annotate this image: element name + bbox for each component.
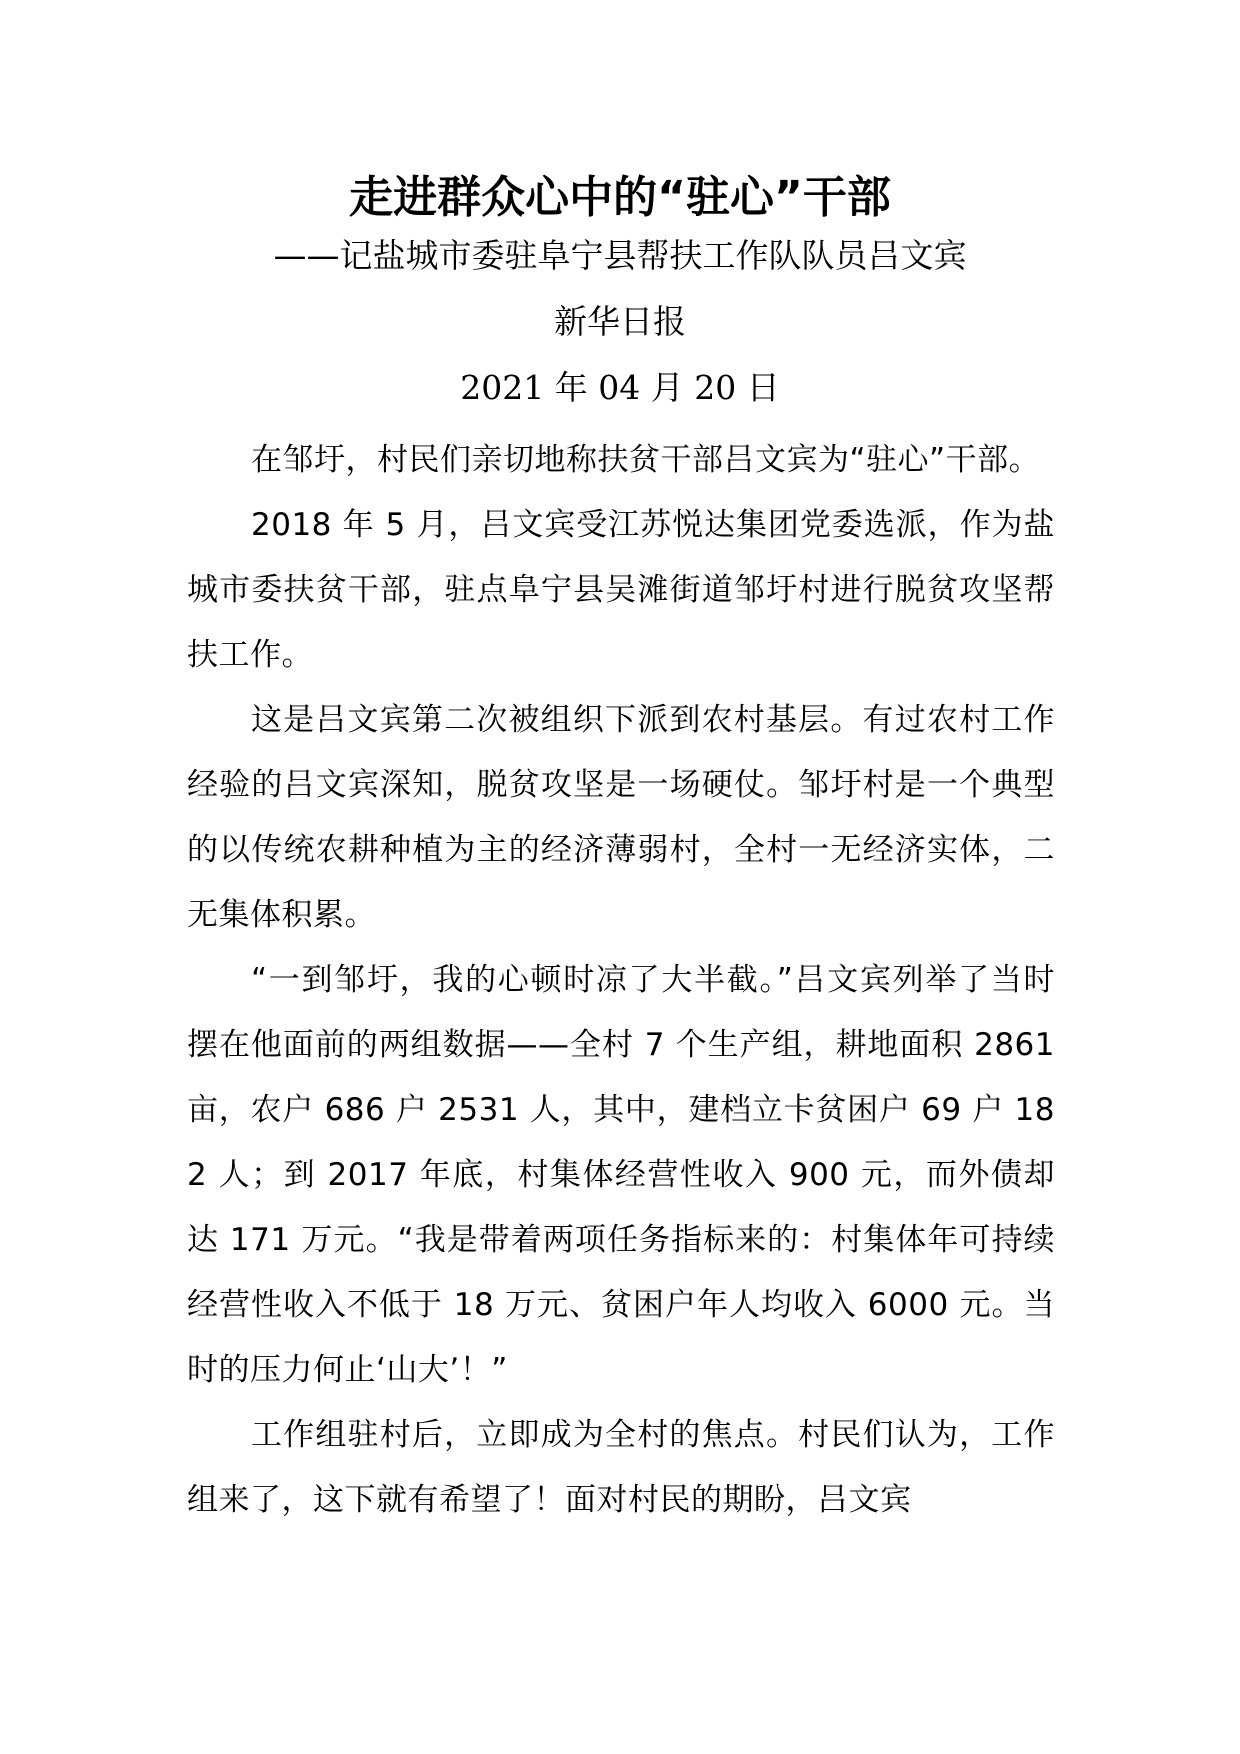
paragraph-4: “一到邹圩，我的心顿时凉了大半截。”吕文宾列举了当时摆在他面前的两组数据——全村 7 个生产组，耕地面积 2861 亩，农户 686 户 2531 人，其中，建档立卡贫困户 69 户 182 人；到 2017 年底，村集体经营性收入 900 元，而外债却达 171 万元。“我是带着两项任务指标来的：村集体年可持续经营性收入不低于 18 万元、贫困户年人均收入 6000 元。当时的压力何止‘山大’！” <box>187 962 1055 1388</box>
paragraph-3: 这是吕文宾第二次被组织下派到农村基层。有过农村工作经验的吕文宾深知，脱贫攻坚是一场硬仗。邹圩村是一个典型的以传统农耕种植为主的经济薄弱村，全村一无经济实体，二无集体积累。 <box>187 702 1055 933</box>
paragraph-2: 2018 年 5 月，吕文宾受江苏悦达集团党委选派，作为盐城市委扶贫干部，驻点阜宁县吴滩街道邹圩村进行脱贫攻坚帮扶工作。 <box>187 507 1055 673</box>
article-title: 走进群众心中的“驻心”干部 <box>349 172 891 223</box>
article-source: 新华日报 <box>554 302 686 341</box>
article-subtitle: ——记盐城市委驻阜宁县帮扶工作队队员吕文宾 <box>273 236 967 275</box>
paragraph-1: 在邹圩，村民们亲切地称扶贫干部吕文宾为“驻心”干部。 <box>251 442 1041 478</box>
article-body <box>187 428 1055 1533</box>
article-date: 2021 年 04 月 20 日 <box>460 368 780 407</box>
paragraph-5: 工作组驻村后，立即成为全村的焦点。村民们认为，工作组来了，这下就有希望了！面对村民的期盼，吕文宾 <box>187 1417 1055 1518</box>
